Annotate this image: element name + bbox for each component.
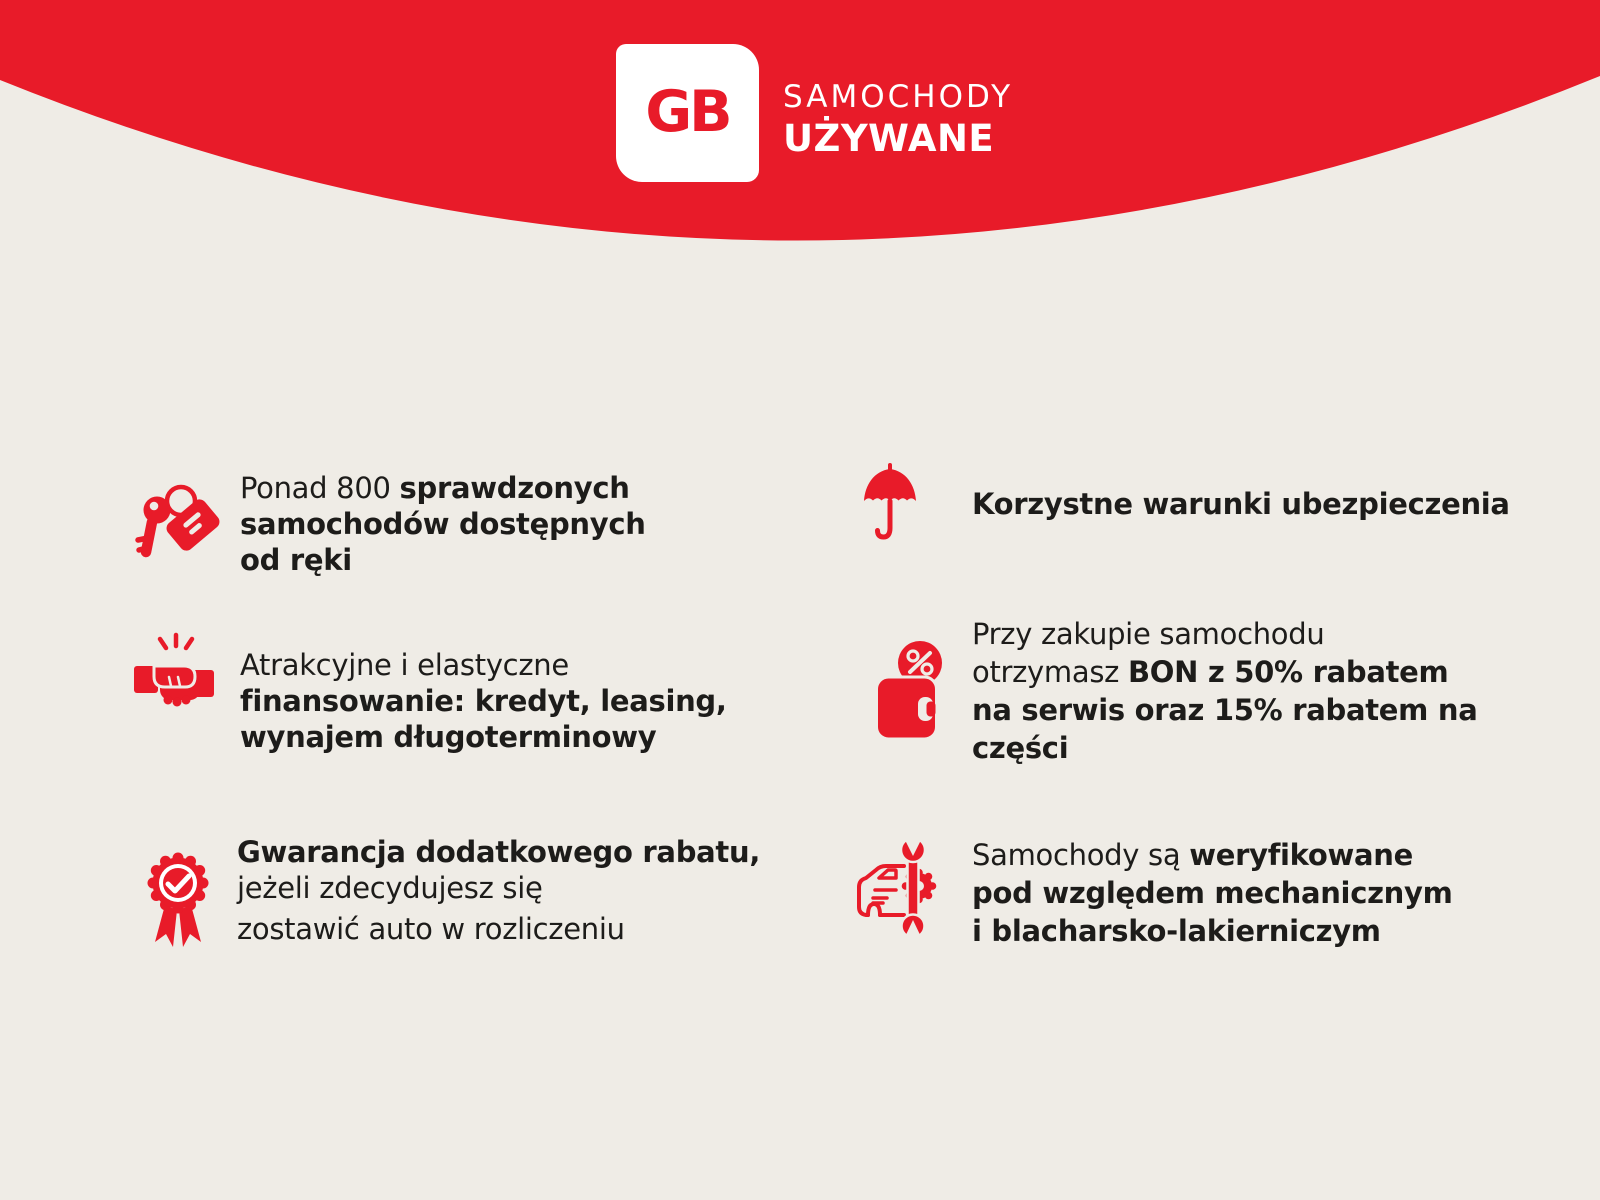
feature-text-line	[972, 874, 1453, 912]
text-segment: Ponad 800	[240, 471, 400, 505]
feature-text-guarantee	[237, 834, 760, 947]
feature-text-inventory	[240, 470, 646, 578]
text-segment: Przy zakupie samochodu	[972, 617, 1325, 651]
feature-text-insurance	[972, 485, 1510, 523]
feature-text-voucher	[972, 615, 1477, 767]
feature-text-line	[972, 912, 1453, 950]
feature-text-line	[237, 834, 760, 870]
brand-logo	[616, 44, 759, 182]
text-segment: części	[972, 731, 1069, 765]
text-segment: zostawić auto w rozliczeniu	[237, 912, 625, 946]
feature-text-financing	[240, 647, 727, 755]
text-segment: jeżeli zdecydujesz się	[237, 871, 543, 905]
text-segment: Samochody są	[972, 838, 1190, 872]
car-service-icon	[852, 840, 938, 938]
brand-name-line2: UŻYWANE	[783, 117, 995, 160]
feature-text-line	[972, 615, 1477, 653]
text-segment: Atrakcyjne i elastyczne	[240, 648, 569, 682]
wallet-percent-icon	[875, 641, 943, 741]
feature-text-line	[972, 836, 1453, 874]
feature-text-line	[237, 870, 760, 906]
brand-name-line1: SAMOCHODY	[783, 79, 1014, 115]
feature-text-line	[240, 542, 646, 578]
feature-text-line	[972, 729, 1477, 767]
text-segment: samochodów dostępnych	[240, 507, 646, 541]
text-segment: na serwis oraz 15% rabatem na	[972, 693, 1478, 727]
text-segment: od ręki	[240, 543, 352, 577]
text-segment: sprawdzonych	[399, 471, 630, 505]
umbrella-icon	[862, 464, 918, 542]
text-segment: Gwarancja dodatkowego rabatu,	[237, 835, 761, 869]
text-segment: wynajem długoterminowy	[240, 720, 657, 754]
feature-text-line	[240, 470, 646, 506]
brand-name	[783, 80, 1013, 160]
feature-text-line	[240, 647, 727, 683]
feature-text-line	[240, 506, 646, 542]
feature-text-line	[237, 911, 760, 947]
text-segment: weryfikowane	[1189, 838, 1413, 872]
feature-text-line	[240, 719, 727, 755]
award-ribbon-icon	[141, 846, 217, 950]
handshake-icon	[134, 630, 214, 718]
text-segment: i blacharsko-lakierniczym	[972, 914, 1381, 948]
feature-text-line	[972, 691, 1477, 729]
feature-text-line	[240, 683, 727, 719]
brand-monogram: GB	[645, 79, 730, 145]
feature-text-line	[972, 485, 1510, 523]
key-tag-icon	[134, 480, 220, 564]
text-segment: BON z 50% rabatem	[1128, 655, 1449, 689]
feature-text-verification	[972, 836, 1453, 950]
feature-text-line	[972, 653, 1477, 691]
text-segment: pod względem mechanicznym	[972, 876, 1453, 910]
text-segment: otrzymasz	[972, 655, 1128, 689]
text-segment: Korzystne warunki ubezpieczenia	[972, 487, 1510, 521]
text-segment: finansowanie: kredyt, leasing,	[240, 684, 727, 718]
